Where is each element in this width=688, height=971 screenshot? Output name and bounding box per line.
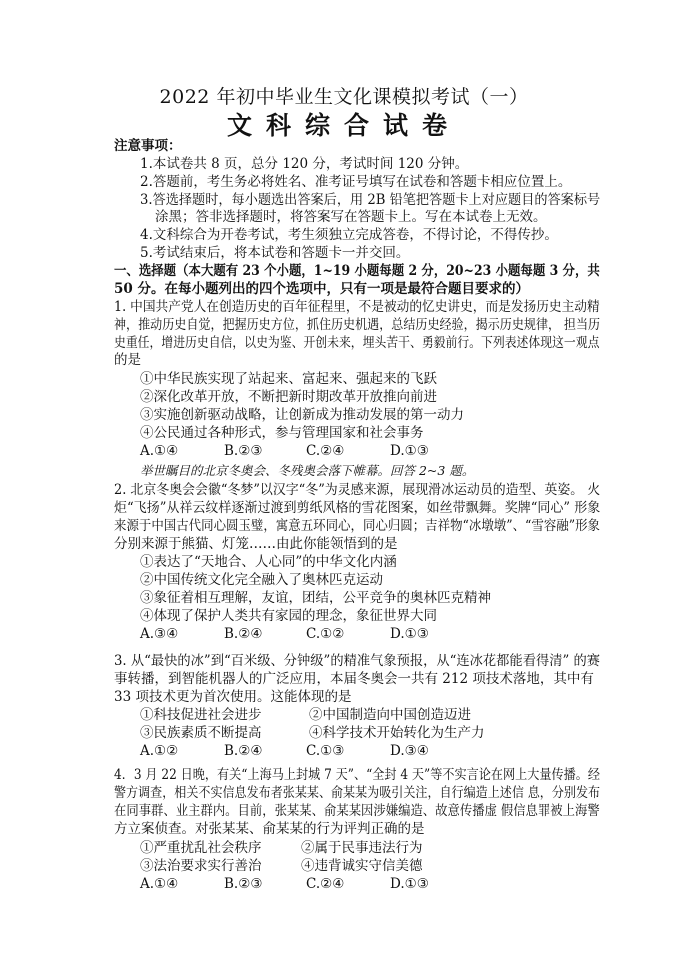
question-4-text: 在同事群、业主群内。目前，张某某、俞某某因涉嫌编造、故意传播虚 假信息罪被上海警 [114, 803, 600, 819]
question-1-choice-b: B.②③ [224, 443, 263, 459]
question-3-choice-b: B.②④ [224, 743, 263, 759]
question-4-choice-a: A.①④ [140, 876, 179, 892]
question-3-statement: ①科技促进社会进步 [140, 707, 262, 723]
question-1-text: 的是 [114, 352, 141, 368]
question-3-statement: ③民族素质不断提高 [140, 725, 262, 741]
question-1-statement: ③实施创新驱动战略，让创新成为推动发展的第一动力 [140, 407, 464, 423]
question-4-choice-d: D.①③ [390, 876, 429, 892]
question-1-choice-c: C.②④ [306, 443, 345, 459]
question-2-text: 炬“飞扬”从祥云纹样逐渐过渡到剪纸风格的雪花图案，如丝带飘舞。奖牌“同心” 形象 [114, 500, 601, 516]
exam-subtitle: 文科综合试卷 [226, 111, 461, 140]
question-2-choice-c: C.①② [306, 626, 345, 642]
question-1-statement: ②深化改革开放，不断把新时期改革开放推向前进 [140, 389, 437, 405]
group-intro: 举世瞩目的北京冬奥会、冬残奥会落下帷幕。回答 2~3 题。 [140, 463, 475, 478]
question-2-text: 分别来源于熊猫、灯笼……由此你能领悟到的是 [114, 536, 398, 552]
question-1-text: 神，推动历史自觉，把握历史方位，抓住历史机遇，总结历史经验，揭示历史规律， 担当历 [114, 317, 601, 333]
notice-heading: 注意事项： [114, 138, 182, 154]
question-2-choice-b: B.②④ [224, 626, 263, 642]
question-1-choice-d: D.①③ [390, 443, 429, 459]
question-1-text: 1. 中国共产党人在创造历史的百年征程里，不是被动的忆史讲史，而是发扬历史主动精 [114, 299, 600, 315]
notice-item: 3.答选择题时，每小题选出答案后，用 2B 铅笔把答题卡上对应题目的答案标号 [140, 192, 601, 208]
question-3-text: 事转播，到智能机器人的广泛应用，本届冬奥会一共有 212 项技术落地，其中有 [114, 671, 594, 687]
question-3-choice-d: D.③④ [390, 743, 429, 759]
question-4-choice-c: C.②④ [306, 876, 345, 892]
question-2-statement: ②中国传统文化完全融入了奥林匹克运动 [140, 572, 383, 588]
section-heading: 一、选择题（本大题有 23 个小题，1~19 小题每题 2 分，20~23 小题每题 3 分，共 [114, 263, 600, 279]
question-2-text: 2. 北京冬奥会会徽“冬梦”以汉字“冬”为灵感来源，展现滑冰运动员的造型、英姿。 火 [114, 482, 601, 498]
question-2-text: 来源于中国古代同心圆玉璧，寓意五环同心，同心归圆；吉祥物“冰墩墩”、“雪容融”形象 [114, 518, 600, 534]
exam-title: 2022 年初中毕业生文化课模拟考试（一） [159, 86, 529, 108]
question-4-statement: ②属于民事违法行为 [301, 840, 423, 856]
question-4-text: 4．3 月 22 日晚，有关“上海马上封城 7 天”、“全封 4 天”等不实言论在网上大量传播。经 [114, 767, 600, 783]
notice-item: 5.考试结束后，将本试卷和答题卡一并交回。 [140, 245, 410, 261]
question-3-statement: ②中国制造向中国创造迈进 [309, 707, 471, 723]
question-4-statement: ④违背诚实守信美德 [301, 858, 423, 874]
question-4-text: 方立案侦查。对张某某、俞某某的行为评判正确的是 [114, 821, 425, 837]
question-3-choice-a: A.①② [140, 743, 179, 759]
notice-item: 涂黑；答非选择题时，将答案写在答题卡上。写在本试卷上无效。 [155, 209, 547, 225]
question-4-statement: ①严重扰乱社会秩序 [140, 840, 262, 856]
question-3-statement: ④科学技术开始转化为生产力 [309, 725, 485, 741]
question-2-choice-a: A.③④ [140, 626, 179, 642]
notice-item: 2.答题前，考生务必将姓名、准考证号填写在试卷和答题卡相应位置上。 [140, 174, 572, 190]
question-2-choice-d: D.①③ [390, 626, 429, 642]
question-1-text: 史重任，增进历史自信，以史为鉴、开创未来，埋头苦干、勇毅前行。下列表述体现这一观点 [114, 335, 600, 351]
question-1-statement: ④公民通过各种形式，参与管理国家和社会事务 [140, 425, 424, 441]
question-3-choice-c: C.①③ [306, 743, 345, 759]
notice-item: 4.文科综合为开卷考试，考生须独立完成答卷，不得讨论，不得传抄。 [140, 227, 558, 243]
question-1-choice-a: A.①④ [140, 443, 179, 459]
question-1-statement: ①中华民族实现了站起来、富起来、强起来的飞跃 [140, 371, 437, 387]
section-heading: 50 分。在每小题列出的四个选项中，只有一项是最符合题目要求的） [114, 281, 529, 297]
question-3-text: 33 项技术更为首次使用。这能体现的是 [114, 689, 352, 705]
question-3-text: 3. 从“最快的冰”到“百米级、分钟级”的精准气象预报，从“连冰花都能看得清” 的赛 [114, 653, 600, 669]
question-4-statement: ③法治要求实行善治 [140, 858, 262, 874]
question-2-statement: ③象征着相互理解，友谊，团结，公平竞争的奥林匹克精神 [140, 590, 491, 606]
question-4-choice-b: B.②③ [224, 876, 263, 892]
question-4-text: 警方调查，相关不实信息发布者张某某、俞某某为吸引关注，自行编造上述信 息，分别发布 [114, 785, 601, 801]
question-2-statement: ①表达了“天地合、人心同”的中华文化内涵 [140, 554, 397, 570]
notice-item: 1.本试卷共 8 页，总分 120 分，考试时间 120 分钟。 [140, 156, 469, 172]
question-2-statement: ④体现了保护人类共有家园的理念，象征世界大同 [140, 608, 437, 624]
